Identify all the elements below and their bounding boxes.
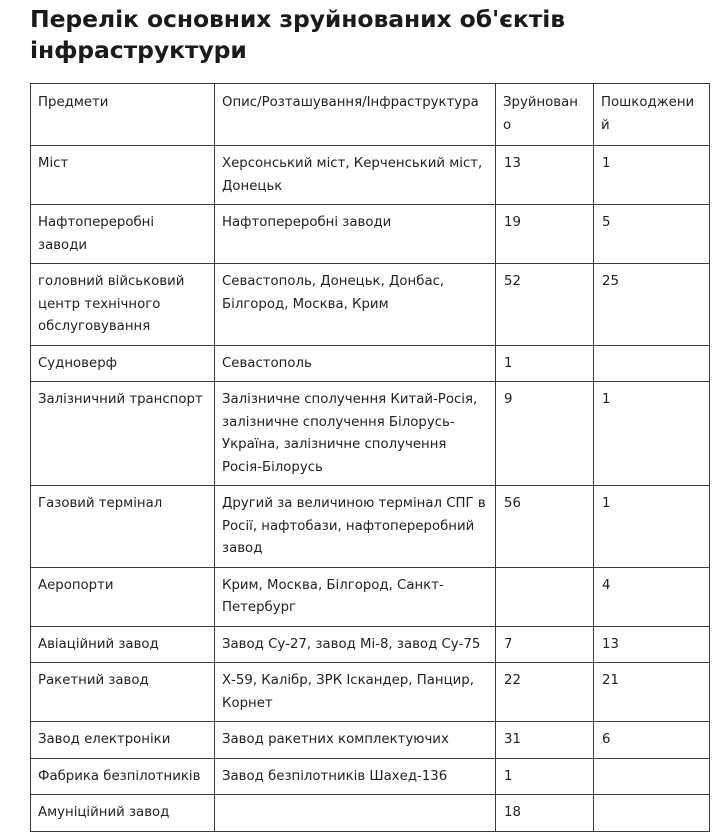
cell-description: Севастополь [215,345,496,382]
cell-destroyed: 9 [496,382,594,486]
cell-description: Завод Су-27, завод Мі-8, завод Су-75 [215,626,496,663]
page-title: Перелік основних зруйнованих об'єктів інфраструктури [30,5,566,64]
cell-damaged: 1 [594,146,710,205]
cell-damaged: 1 [594,382,710,486]
cell-description: Нафтопереробні заводи [215,205,496,264]
table-row [31,567,710,626]
cell-description: Другий за величиною термінал СПГ в Росії, нафтобази, нафтопереробний завод [215,486,496,568]
cell-description: Херсонський міст, Керченський міст, Донецьк [215,146,496,205]
cell-item: Нафтопереробні заводи [31,205,215,264]
cell-item: Аеропорти [31,567,215,626]
cell-description: Х-59, Калібр, ЗРК Іскандер, Панцир, Корнет [215,663,496,722]
cell-destroyed: 22 [496,663,594,722]
cell-item: Газовий термінал [31,486,215,568]
table-row [31,486,710,568]
cell-destroyed: 13 [496,146,594,205]
cell-item: Міст [31,146,215,205]
cell-damaged [594,345,710,382]
cell-item: Ракетний завод [31,663,215,722]
table-row [31,795,710,832]
cell-item: Судноверф [31,345,215,382]
cell-destroyed: 1 [496,758,594,795]
cell-destroyed: 1 [496,345,594,382]
cell-damaged: 6 [594,722,710,759]
cell-damaged [594,795,710,832]
cell-description: Крим, Москва, Білгород, Санкт-Петербург [215,567,496,626]
cell-destroyed: 56 [496,486,594,568]
header-destroyed: Зруйновано [496,84,594,146]
cell-damaged: 25 [594,264,710,346]
table-row [31,146,710,205]
header-description: Опис/Розташування/Інфраструктура [215,84,496,146]
table-row [31,205,710,264]
cell-damaged: 21 [594,663,710,722]
cell-item: головний військовий центр технічного обслуговування [31,264,215,346]
cell-item: Фабрика безпілотників [31,758,215,795]
cell-destroyed: 52 [496,264,594,346]
cell-destroyed: 31 [496,722,594,759]
cell-description: Завод безпілотників Шахед-136 [215,758,496,795]
table-header-row [31,84,710,146]
table-row [31,722,710,759]
cell-damaged: 4 [594,567,710,626]
header-items: Предмети [31,84,215,146]
table-row [31,626,710,663]
cell-destroyed: 7 [496,626,594,663]
table-row [31,663,710,722]
cell-description: Завод ракетних комплектуючих [215,722,496,759]
cell-item: Авіаційний завод [31,626,215,663]
cell-damaged: 1 [594,486,710,568]
cell-item: Залізничний транспорт [31,382,215,486]
cell-damaged: 5 [594,205,710,264]
cell-destroyed: 19 [496,205,594,264]
cell-description: Залізничне сполучення Китай-Росія, залізничне сполучення Білорусь-Україна, залізничне сполучення Росія-Білорусь [215,382,496,486]
cell-destroyed: 18 [496,795,594,832]
cell-destroyed [496,567,594,626]
table-row [31,264,710,346]
cell-item: Завод електроніки [31,722,215,759]
header-damaged: Пошкоджений [594,84,710,146]
table-row [31,758,710,795]
cell-description: Севастополь, Донецьк, Донбас, Білгород, Москва, Крим [215,264,496,346]
cell-damaged: 13 [594,626,710,663]
table-row [31,382,710,486]
cell-damaged [594,758,710,795]
table-row [31,345,710,382]
cell-description [215,795,496,832]
infrastructure-table [30,83,710,832]
cell-item: Амуніційний завод [31,795,215,832]
